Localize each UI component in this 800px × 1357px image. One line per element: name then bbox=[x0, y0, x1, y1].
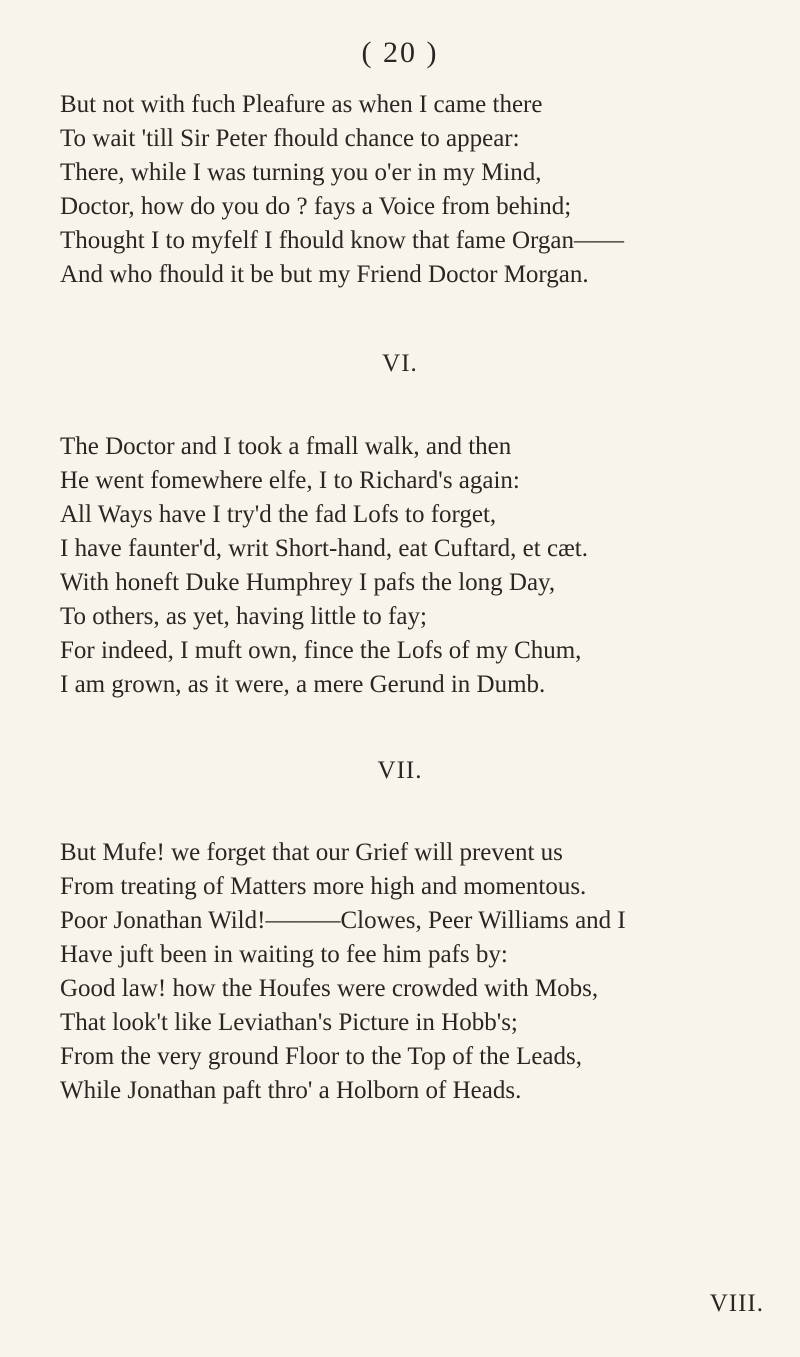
verse-line: There, while I was turning you o'er in my Mind, bbox=[60, 159, 542, 186]
catchword: VIII. bbox=[709, 1290, 764, 1317]
verse-line: Have juft been in waiting to fee him pafs by: bbox=[60, 941, 508, 968]
verse-line: But Mufe! we forget that our Grief will prevent us bbox=[60, 839, 563, 866]
stanza-numeral-vi: VI. bbox=[382, 350, 418, 377]
stanza-vi bbox=[60, 430, 780, 702]
verse-line: But not with fuch Pleafure as when I came there bbox=[60, 91, 543, 118]
verse-line: And who fhould it be but my Friend Doctor Morgan. bbox=[60, 261, 589, 288]
verse-line: To wait 'till Sir Peter fhould chance to appear: bbox=[60, 125, 520, 152]
verse-line: The Doctor and I took a fmall walk, and then bbox=[60, 433, 512, 460]
verse-line: All Ways have I try'd the fad Lofs to forget, bbox=[60, 501, 497, 528]
verse-line: That look't like Leviathan's Picture in Hobb's; bbox=[60, 1009, 518, 1036]
page-number: ( 20 ) bbox=[361, 36, 439, 69]
verse-line: He went fomewhere elfe, I to Richard's again: bbox=[60, 467, 520, 494]
verse-line: Thought I to myfelf I fhould know that fame Organ—— bbox=[60, 227, 625, 254]
verse-line: From the very ground Floor to the Top of the Leads, bbox=[60, 1043, 583, 1070]
verse-line: From treating of Matters more high and momentous. bbox=[60, 873, 587, 900]
stanza-v-end bbox=[60, 88, 780, 292]
verse-line: Doctor, how do you do ? fays a Voice from behind; bbox=[60, 193, 572, 220]
verse-line: To others, as yet, having little to fay; bbox=[60, 603, 427, 630]
verse-line: With honeft Duke Humphrey I pafs the long Day, bbox=[60, 569, 556, 596]
stanza-numeral-vii: VII. bbox=[377, 757, 423, 784]
stanza-vii bbox=[60, 836, 780, 1108]
verse-line: While Jonathan paft thro' a Holborn of Heads. bbox=[60, 1077, 522, 1104]
verse-line: Poor Jonathan Wild!———Clowes, Peer Williams and I bbox=[60, 907, 626, 934]
verse-line: I have faunter'd, writ Short-hand, eat Cuftard, et cæt. bbox=[60, 535, 588, 562]
verse-line: Good law! how the Houfes were crowded with Mobs, bbox=[60, 975, 599, 1002]
verse-line: For indeed, I muft own, fince the Lofs of my Chum, bbox=[60, 637, 582, 664]
verse-line: I am grown, as it were, a mere Gerund in Dumb. bbox=[60, 671, 546, 698]
